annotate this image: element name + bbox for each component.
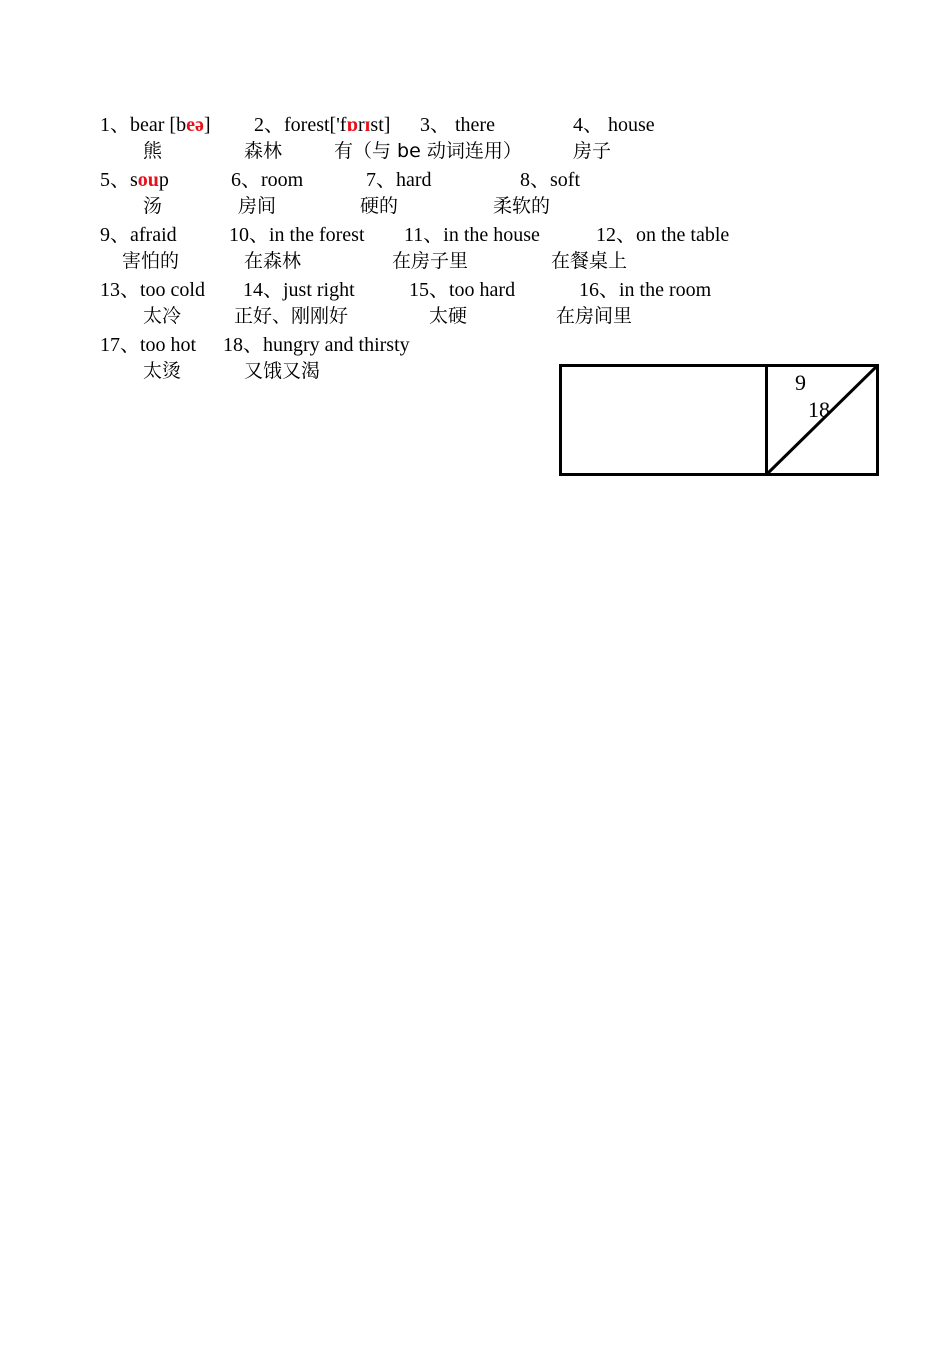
vocab-item-17-english: 17、too hot <box>100 334 197 356</box>
vocab-item-6-english: 6、room <box>231 169 304 191</box>
vocab-item-6-chinese: 房间 <box>238 195 277 217</box>
vocab-item-15-chinese: 太硬 <box>429 305 468 327</box>
score-count: 18 <box>808 397 830 422</box>
vocab-item-18-chinese: 又饿又渴 <box>244 360 321 382</box>
vocab-item-5-chinese: 汤 <box>143 195 163 217</box>
vocab-item-11-english: 11、in the house <box>404 224 540 246</box>
vocab-item-12-english: 12、on the table <box>596 224 730 246</box>
vocab-item-15-english: 15、too hard <box>409 279 516 301</box>
phonetic-highlight: ɪ <box>364 114 371 136</box>
vocab-item-3-chinese: 有（与 be 动词连用） <box>334 140 522 162</box>
vocab-item-18-english: 18、hungry and thirsty <box>223 334 410 356</box>
vocab-item-8-chinese: 柔软的 <box>493 195 551 217</box>
score-box <box>559 364 881 484</box>
vocab-item-2-chinese: 森林 <box>244 140 283 162</box>
vocab-item-1-english: 1、bear [beə] <box>100 114 211 136</box>
vocab-item-14-english: 14、just right <box>243 279 355 301</box>
vocab-item-4-chinese: 房子 <box>573 140 612 162</box>
vocab-item-8-english: 8、soft <box>520 169 580 191</box>
vocab-item-1-chinese: 熊 <box>143 140 163 162</box>
vocab-item-7-english: 7、hard <box>366 169 432 191</box>
vocab-item-9-chinese: 害怕的 <box>122 250 180 272</box>
vocab-item-13-chinese: 太冷 <box>143 305 182 327</box>
vocab-item-13-english: 13、too cold <box>100 279 205 301</box>
vocab-item-7-chinese: 硬的 <box>360 195 399 217</box>
vocab-item-5-english: 5、soup <box>100 169 169 191</box>
phonetic-highlight: ɒ <box>346 114 358 136</box>
vocab-item-11-chinese: 在房子里 <box>392 250 469 272</box>
vocab-item-16-english: 16、in the room <box>579 279 712 301</box>
score-box-frame <box>559 364 881 478</box>
vocab-item-9-english: 9、afraid <box>100 224 177 246</box>
score-total: 9 <box>795 370 806 395</box>
vocab-item-10-english: 10、in the forest <box>229 224 365 246</box>
phonetic-highlight: eə <box>186 114 204 136</box>
vocab-item-2-english: 2、forest['fɒrɪst] <box>254 114 391 136</box>
vocab-item-4-english: 4、 house <box>573 114 655 136</box>
phonetic-highlight: ou <box>137 169 159 191</box>
vocab-item-14-chinese: 正好、刚刚好 <box>234 305 349 327</box>
vocab-item-16-chinese: 在房间里 <box>556 305 633 327</box>
vocab-item-17-chinese: 太烫 <box>143 360 182 382</box>
vocab-item-3-english: 3、 there <box>420 114 495 136</box>
vocab-item-10-chinese: 在森林 <box>244 250 302 272</box>
vocab-item-12-chinese: 在餐桌上 <box>551 250 628 272</box>
